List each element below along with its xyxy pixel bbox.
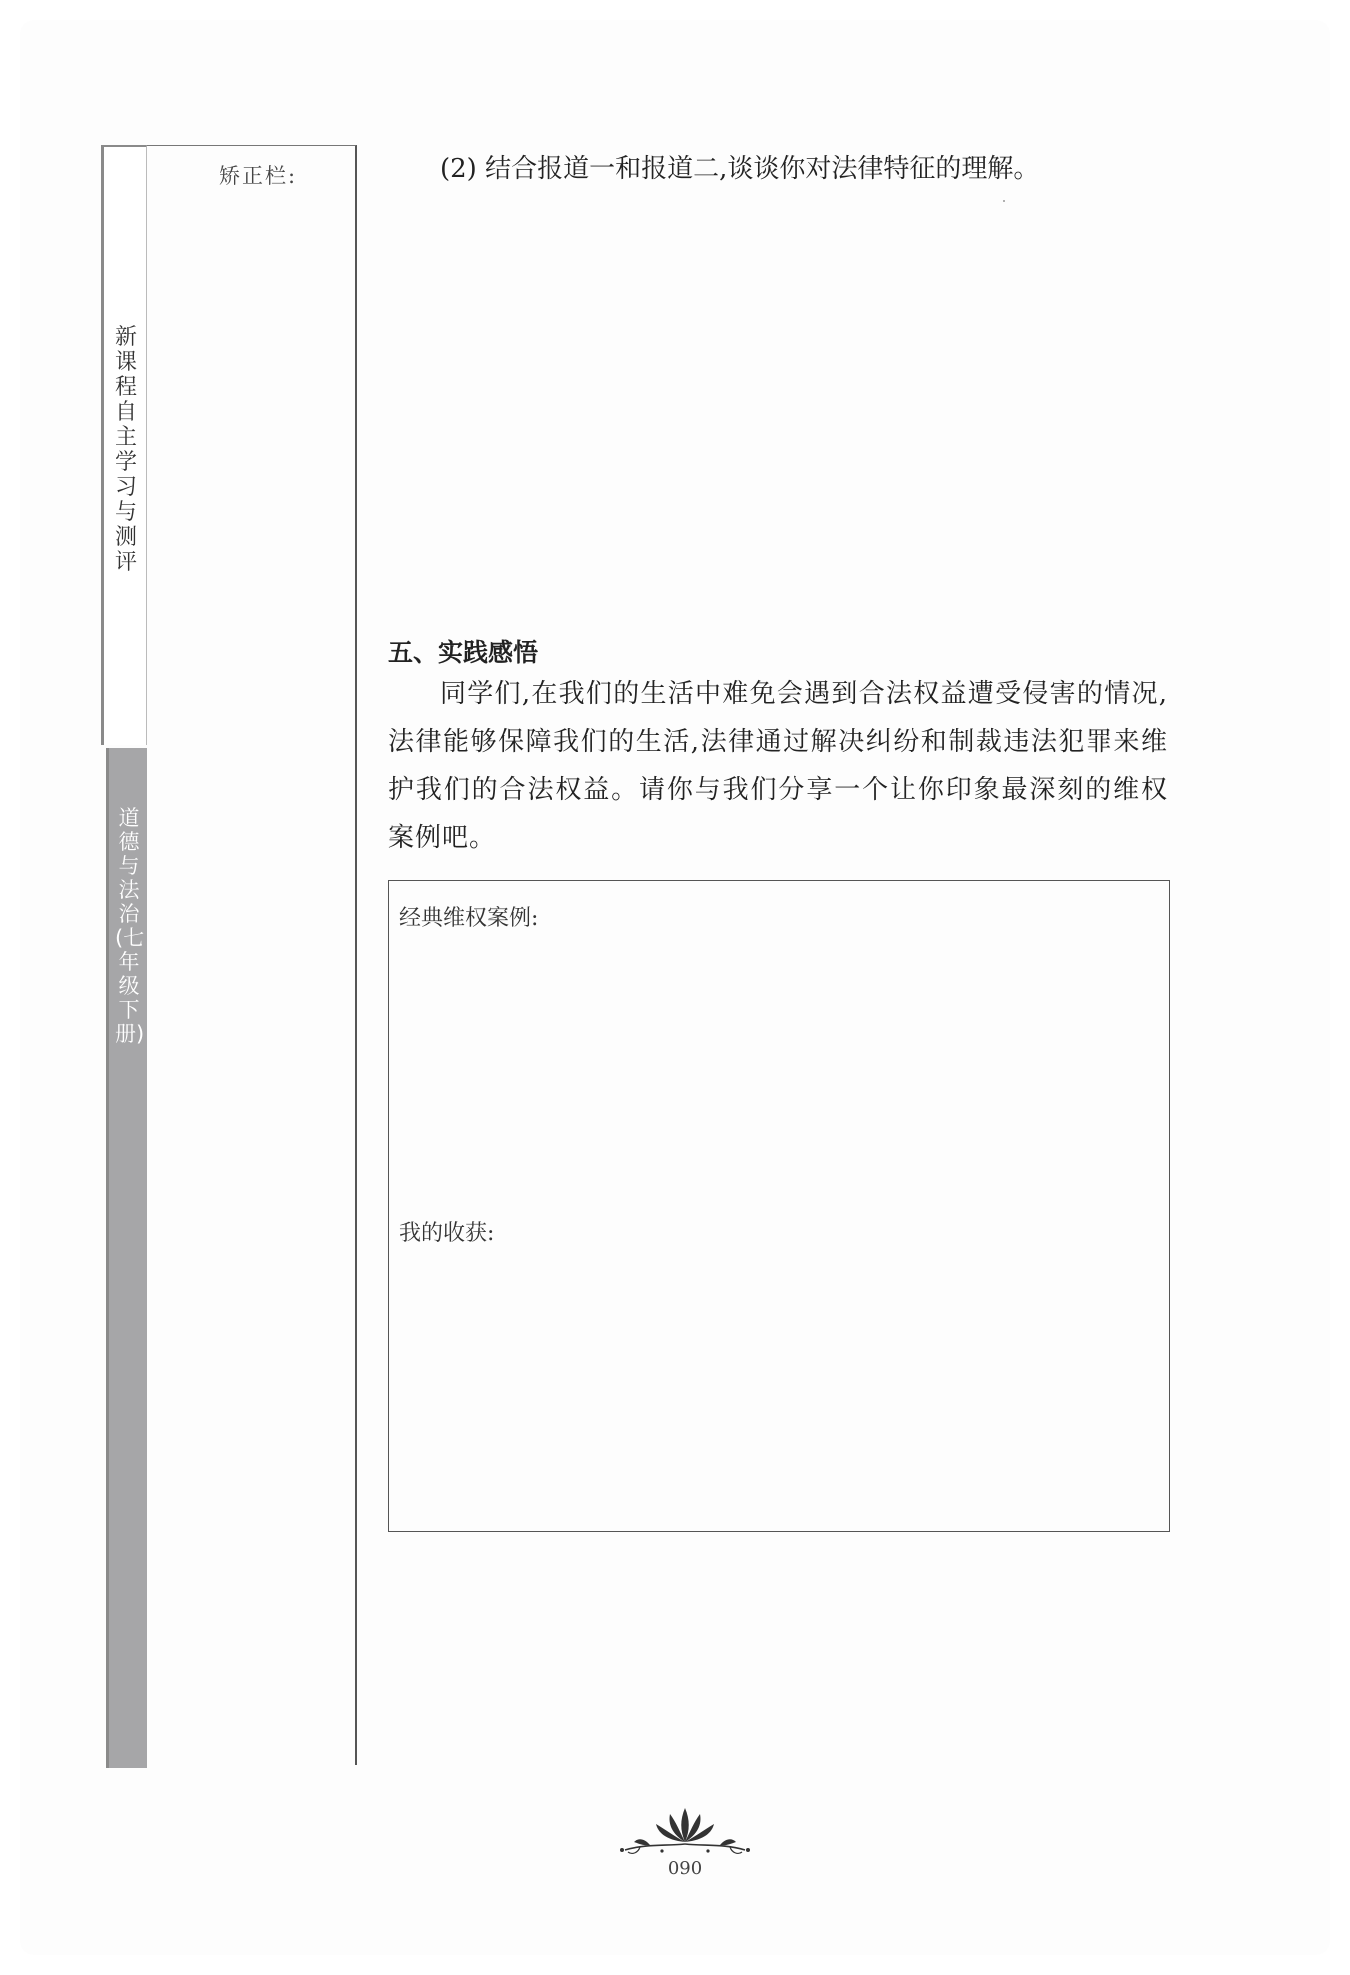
speck [1003,200,1005,202]
book-title: 新课程自主学习与测评 [114,325,137,575]
correction-label: 矫正栏: [219,164,298,188]
case-label: 经典维权案例: [399,906,539,931]
spine-subject [106,748,147,1768]
floral-ornament-icon [610,1800,760,1860]
page-number: 090 [667,1858,703,1879]
correction-column [147,145,357,1765]
question-2: (2) 结合报道一和报道二,谈谈你对法律特征的理解。 [440,154,1040,184]
section-title: 五、实践感悟 [388,638,539,667]
gain-label: 我的收获: [399,1221,495,1246]
subject-title: 道德与法治(七年级下册) [115,806,145,1046]
answer-box[interactable] [388,880,1170,1532]
section-paragraph: 同学们,在我们的生活中难免会遇到合法权益遭受侵害的情况,法律能够保障我们的生活,法律通过解决纠纷和制裁违法犯罪来维护我们的合法权益。请你与我们分享一个让你印象最深刻的维权案例吧。 [388,679,1168,853]
spine-book-title [101,145,147,745]
